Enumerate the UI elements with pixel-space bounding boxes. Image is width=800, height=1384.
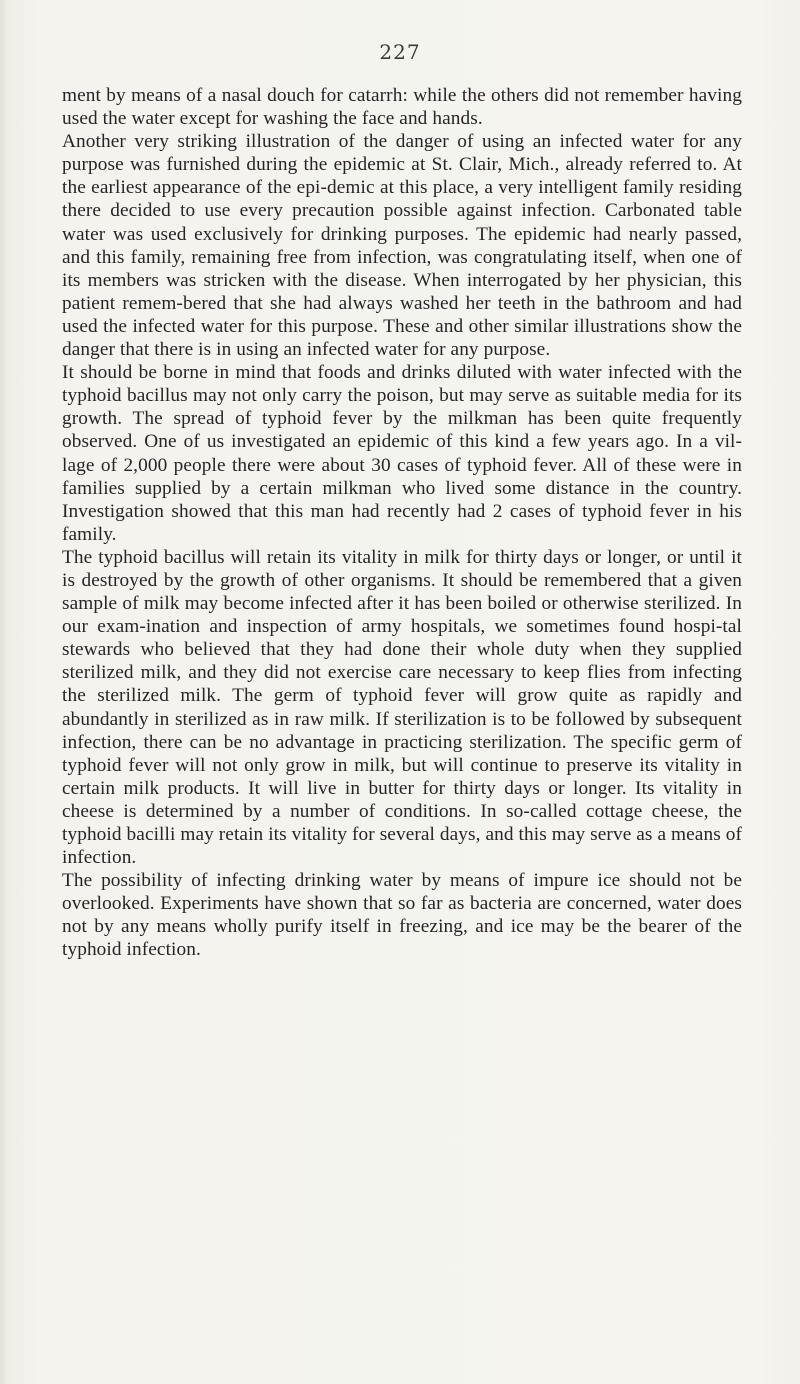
paragraph-5: The possibility of infecting drinking water by means of impure ice should not be overlooked. Experiments have shown that so far as bacteria are concerned, water does not by any means wholly purify itself in freezing, and ice may be the bearer of the typhoid infection. xyxy=(62,870,742,961)
body-text xyxy=(62,84,742,962)
page-number: 227 xyxy=(379,40,421,64)
paragraph-3: It should be borne in mind that foods and drinks diluted with water infected with the typhoid bacillus may not only carry the poison, but may serve as suitable media for its growth. The spread of typhoid fever by the milkman has been quite frequently observed. One of us investigated an epidemic of this kind a few years ago. In a vil-lage of 2,000 people there were about 30 cases of typhoid fever. All of these were in families supplied by a certain milkman who lived some distance in the country. Investigation showed that this man had recently had 2 cases of typhoid fever in his family. xyxy=(62,362,742,545)
paragraph-4: The typhoid bacillus will retain its vitality in milk for thirty days or longer, or until it is destroyed by the growth of other organisms. It should be remembered that a given sample of milk may become infected after it has been boiled or otherwise sterilized. In our exam-ination and inspection of army hospitals, we sometimes found hospi-tal stewards who believed that they had done their whole duty when they supplied sterilized milk, and they did not exercise care necessary to keep flies from infecting the sterilized milk. The germ of typhoid fever will grow quite as rapidly and abundantly in sterilized as in raw milk. If sterilization is to be followed by subsequent infection, there can be no advantage in practicing sterilization. The specific germ of typhoid fever will not only grow in milk, but will continue to preserve its vitality in certain milk products. It will live in butter for thirty days or longer. Its vitality in cheese is determined by a number of conditions. In so-called cottage cheese, the typhoid bacilli may retain its vitality for several days, and this may serve as a means of infection. xyxy=(62,546,742,869)
page-edge-shadow xyxy=(0,0,8,1384)
paragraph-2: Another very striking illustration of the danger of using an infected water for any purpose was furnished during the epidemic at St. Clair, Mich., already referred to. At the earliest appearance of the epi-demic at this place, a very intelligent family residing there decided to use every precaution possible against infection. Carbonated table water was used exclusively for drinking purposes. The epidemic had nearly passed, and this family, remaining free from infection, was congratulating itself, when one of its members was stricken with the disease. When interrogated by her physician, this patient remem-bered that she had always washed her teeth in the bathroom and had used the infected water for this purpose. These and other similar illustrations show the danger that there is in using an infected water for any purpose. xyxy=(62,131,742,361)
paragraph-1: ment by means of a nasal douch for catarrh: while the others did not remember having used the water except for washing the face and hands. xyxy=(62,85,742,130)
